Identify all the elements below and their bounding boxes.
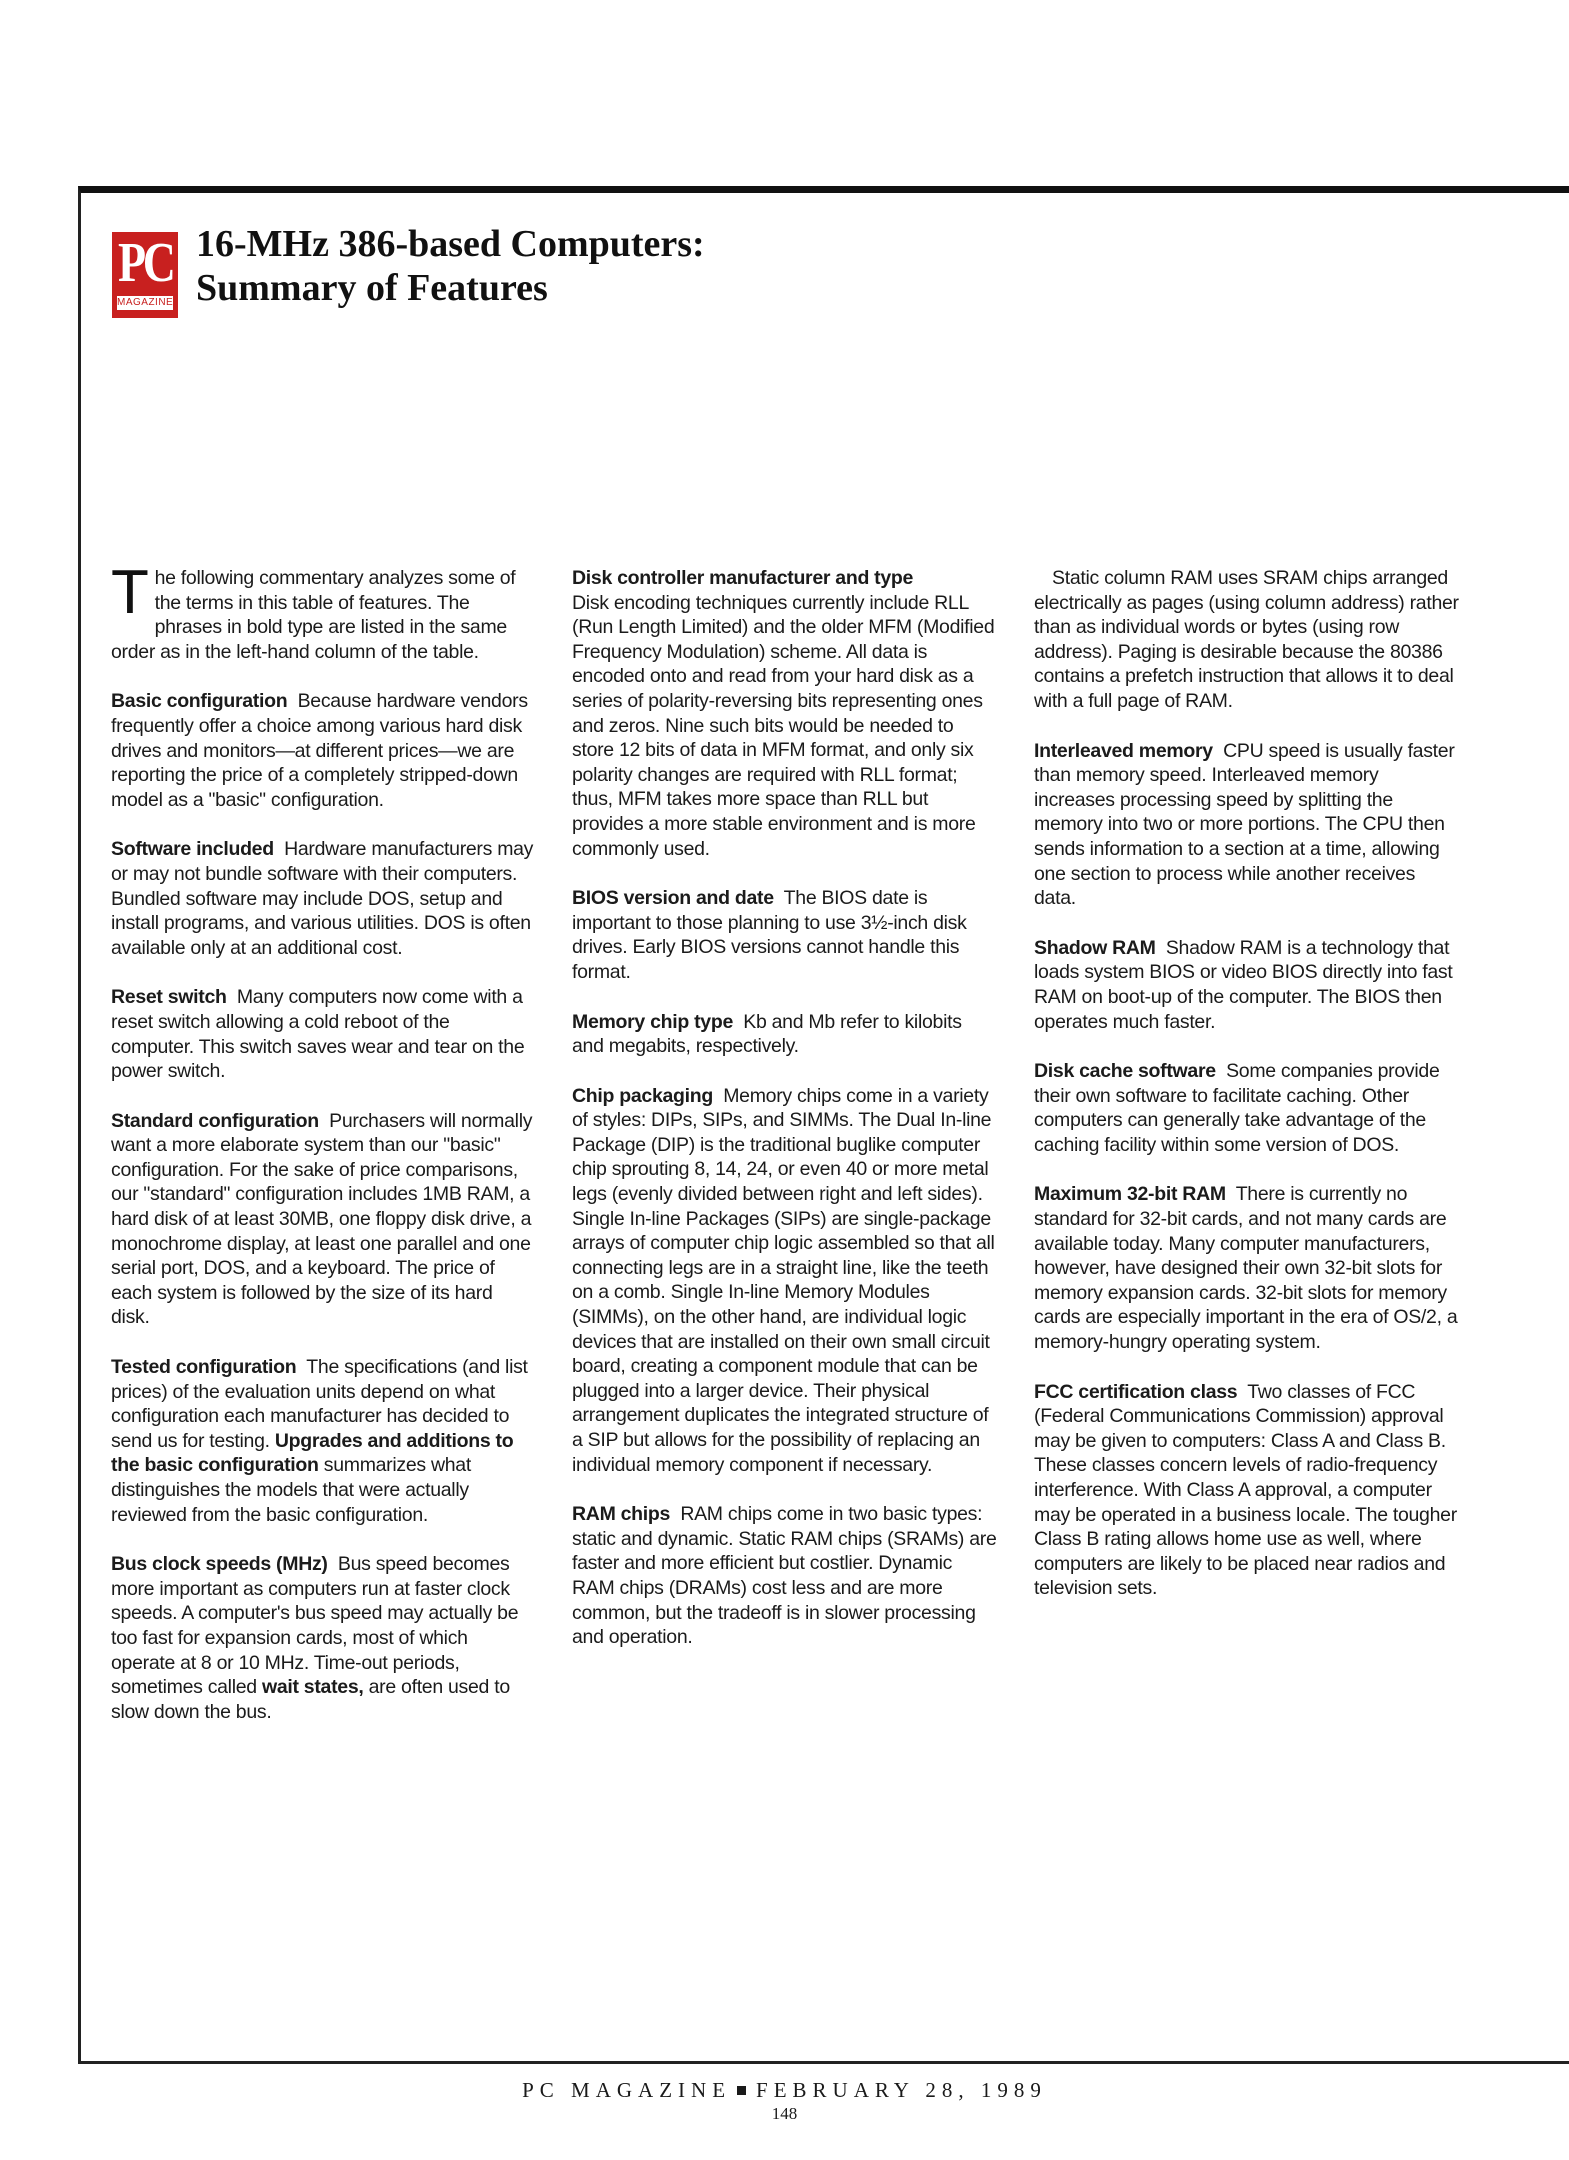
page-footer (0, 2078, 1569, 2103)
title-line-1: 16-MHz 386-based Computers: (196, 223, 705, 265)
entry-term: Disk controller manufacturer and type (572, 567, 914, 589)
drop-cap: T (111, 558, 149, 627)
pc-magazine-logo (112, 232, 178, 318)
entry-term: Reset switch (111, 986, 227, 1009)
entry-term: Disk cache software (1034, 1060, 1216, 1083)
entry-text-continued: summarizes what distinguishes the models that were actually reviewed from the basic configuration. (111, 1454, 471, 1526)
footer-publication: PC MAGAZINE (522, 2078, 732, 2102)
entry-basic-configuration (111, 689, 536, 812)
entry-subterm: Upgrades and additions to the basic configuration (111, 1429, 514, 1477)
entry-shadow-ram (1034, 936, 1459, 1034)
entry-bus-clock-speeds (111, 1552, 536, 1724)
entry-term: Chip packaging (572, 1084, 713, 1107)
entry-term: Bus clock speeds (MHz) (111, 1553, 328, 1576)
entry-text: Static column RAM uses SRAM chips arranged electrically as pages (using column address) rather than as individual words or bytes (using row address). Paging is desirable because the 80386 contains a prefetch instruction that allows it to deal with a full page of RAM. (1034, 567, 1459, 712)
entry-subterm: wait states, (261, 1676, 364, 1699)
entry-fcc-certification (1034, 1380, 1459, 1601)
entry-term: Maximum 32-bit RAM (1034, 1183, 1226, 1206)
entry-text-continued: are often used to slow down the bus. (111, 1676, 510, 1723)
entry-reset-switch (111, 985, 536, 1083)
column-2 (572, 566, 997, 1675)
entry-interleaved-memory (1034, 739, 1459, 911)
entry-ram-chips (572, 1502, 997, 1650)
entry-term: Standard configuration (111, 1109, 319, 1132)
intro-text: he following commentary analyzes some of the terms in this table of features. The phrases in bold type are listed in the same order as in the left-hand column of the table. (111, 567, 516, 663)
logo-text: PC (117, 232, 173, 294)
entry-text: Some companies provide their own software to facilitate caching. Other computers can generally take advantage of the caching facility within some version of DOS. (1034, 1060, 1440, 1156)
entry-term: Tested configuration (111, 1356, 297, 1379)
entry-tested-configuration (111, 1355, 536, 1527)
entry-term: Memory chip type (572, 1010, 733, 1033)
footer-separator-bullet (737, 2086, 746, 2095)
entry-maximum-32bit-ram (1034, 1182, 1459, 1354)
page-title (196, 222, 896, 310)
column-3 (1034, 566, 1459, 1626)
entry-text: Bus speed becomes more important as computers run at faster clock speeds. A computer's bus speed may actually be too fast for expansion cards, most of which operate at 8 or 10 MHz. Time-out periods, sometimes called (111, 1553, 519, 1699)
entry-term: Interleaved memory (1034, 739, 1213, 762)
entry-text: The BIOS date is important to those planning to use 3½-inch disk drives. Early BIOS versions cannot handle this format. (572, 887, 967, 983)
entry-memory-chip-type (572, 1010, 997, 1059)
entry-text: Disk encoding techniques currently include RLL (Run Length Limited) and the older MFM (Modified Frequency Modulation) scheme. All data is encoded onto and read from your hard disk as a series of polarity-reversing bits representing ones and zeros. Nine such bits would be needed to store 12 bits of data in MFM format, and only six polarity changes are required with RLL format; thus, MFM takes more space than RLL but provides a more stable environment and is more commonly used. (572, 591, 995, 860)
entry-text: Many computers now come with a reset switch allowing a cold reboot of the computer. This switch saves wear and tear on the power switch. (111, 986, 525, 1083)
entry-term: BIOS version and date (572, 887, 774, 910)
footer-date: FEBRUARY 28, 1989 (756, 2078, 1047, 2102)
entry-text: Two classes of FCC (Federal Communications Commission) approval may be given to computers: Class A and Class B. These classes concern levels of radio-frequency interference. With Class A approval, a computer may be operated in a business locale. The tougher Class B rating allows home use as well, where computers are likely to be placed near radios and television sets. (1034, 1380, 1457, 1600)
entry-static-column-ram (1034, 566, 1459, 714)
entry-text: Purchasers will normally want a more elaborate system than our "basic" configuration. For the sake of price comparisons, our "standard" configuration includes 1MB RAM, a hard disk of at least 30MB, one floppy disk drive, a monochrome display, at least one parallel and one serial port, DOS, and a keyboard. The price of each system is followed by the size of its hard disk. (111, 1109, 533, 1329)
entry-text: Memory chips come in a variety of styles: DIPs, SIPs, and SIMMs. The Dual In-line Package (DIP) is the traditional buglike computer chip sprouting 8, 14, 24, or even 40 or more metal legs (evenly divided between right and left sides). Single In-line Packages (SIPs) are single-package arrays of computer chip logic assembled so that all connecting legs are in a straight line, like the teeth on a comb. Single In-line Memory Modules (SIMMs), on the other hand, are individual logic devices that are installed on their own small circuit board, creating a component module that can be plugged into a larger device. Their physical arrangement duplicates the integrated structure of a SIP but allows for the possibility of replacing an individual memory component if necessary. (572, 1084, 995, 1476)
entry-text: Kb and Mb refer to kilobits and megabits, respectively. (572, 1010, 962, 1058)
entry-text: RAM chips come in two basic types: static and dynamic. Static RAM chips (SRAMs) are faster and more efficient but costlier. Dynamic RAM chips (DRAMs) cost less and are more common, but the tradeoff is in slower processing and operation. (572, 1503, 997, 1649)
entry-text: Shadow RAM is a technology that loads system BIOS or video BIOS directly into fast RAM on boot-up of the computer. The BIOS then operates much faster. (1034, 936, 1453, 1033)
entry-disk-controller (572, 566, 997, 861)
logo-subtext: MAGAZINE (117, 297, 174, 308)
entry-term: RAM chips (572, 1503, 671, 1526)
entry-term: Shadow RAM (1034, 936, 1156, 959)
entry-text: There is currently no standard for 32-bit cards, and not many cards are available today. Many computer manufacturers, however, have designed their own 32-bit slots for memory expansion cards. 32-bit slots for memory cards are especially important in the era of OS/2, a memory-hungry operating system. (1034, 1183, 1458, 1354)
title-line-2: Summary of Features (196, 267, 548, 309)
entry-text: The specifications (and list prices) of the evaluation units depend on what configuration each manufacturer has decided to send us for testing. (111, 1356, 528, 1452)
entry-standard-configuration (111, 1109, 536, 1330)
entry-term: FCC certification class (1034, 1380, 1238, 1403)
page-number: 148 (771, 2104, 798, 2123)
entry-text: Hardware manufacturers may or may not bundle software with their computers. Bundled software may include DOS, setup and install programs, and various utilities. DOS is often available only at an additional cost. (111, 838, 534, 959)
entry-term: Basic configuration (111, 690, 288, 713)
entry-text: Because hardware vendors frequently offer a choice among various hard disk drives and monitors—at different prices—we are reporting the price of a completely stripped-down model as a "basic" configuration. (111, 690, 528, 811)
intro-paragraph (111, 558, 536, 664)
entry-disk-cache-software (1034, 1059, 1459, 1157)
entry-chip-packaging (572, 1084, 997, 1478)
column-1 (111, 558, 536, 1749)
entry-bios-version (572, 886, 997, 984)
entry-software-included (111, 837, 536, 960)
entry-text: CPU speed is usually faster than memory speed. Interleaved memory increases processing speed by splitting the memory into two or more portions. The CPU then sends information to a section at a time, allowing one section to process while another receives data. (1034, 739, 1455, 910)
entry-term: Software included (111, 838, 274, 861)
